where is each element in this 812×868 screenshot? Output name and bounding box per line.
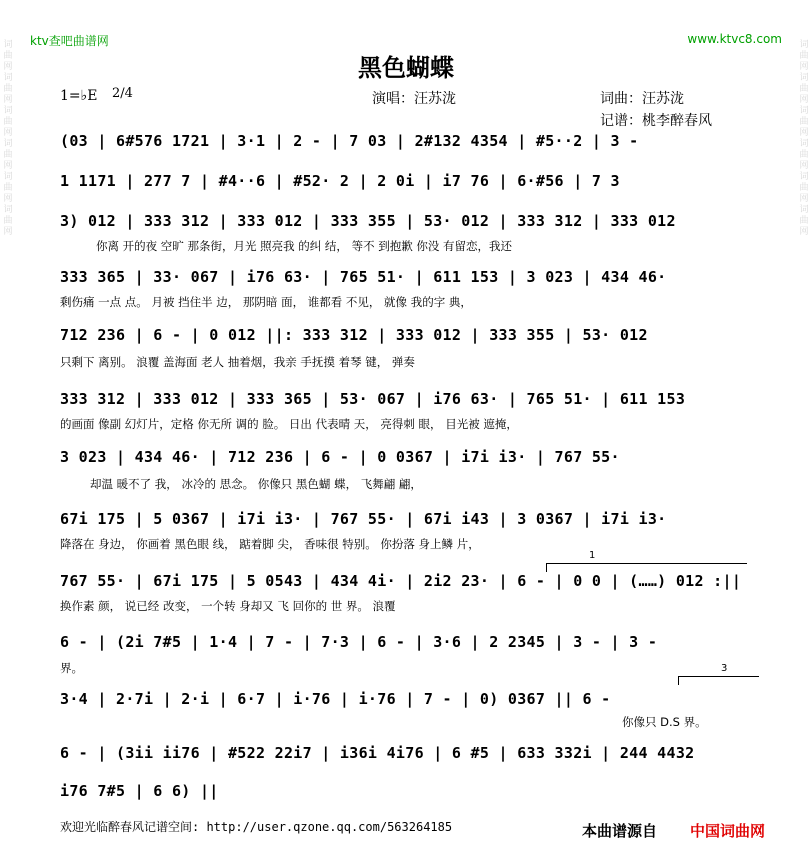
lyrics-line: 你像只 D.S 界。 [622, 715, 707, 729]
lyrics-line: 却温 暖不了 我， 冰冷的 思念。 你像只 黑色蝴 蝶， 飞舞翩 翩， [90, 477, 422, 491]
lyrics-line: 换作素 颜， 说已经 改变， 一个转 身却又 飞 回你的 世 界。 浪覆 [60, 599, 396, 613]
composer-credit: 词曲：汪苏泷 [600, 91, 684, 107]
score-line: 67i 175 | 5 0367 | i7i i3· | 767 55· | 67i i43 | 3 0367 | i7i i3· [60, 510, 667, 528]
score-line: 767 55· | 67i 175 | 5 0543 | 434 4i· | 2i2 23· | 6 - | 0 0 | (……) 012 :|| [60, 572, 742, 590]
singer-credit: 演唱：汪苏泷 [372, 91, 456, 107]
key-signature: 1=♭E [60, 88, 98, 104]
lyrics-line: 你离 开的夜 空旷 那条街，月光 照亮我 的纠 结， 等不 到抱歉 你没 有留恋，我还 [96, 239, 513, 253]
watermark-top-left: ktv查吧曲谱网 [30, 34, 109, 48]
score-line: 333 365 | 33· 067 | i76 63· | 765 51· | 611 153 | 3 023 | 434 46· [60, 268, 667, 286]
lyrics-line: 降落在 身边， 你画着 黑色眼 线， 踮着脚 尖， 香味很 特别。 你扮落 身上鳞 片， [60, 537, 480, 551]
source-prefix: 本曲谱源自 [582, 822, 658, 840]
transcriber-credit: 记谱：桃李醉春风 [600, 113, 712, 129]
score-line: 333 312 | 333 012 | 333 365 | 53· 067 | i76 63· | 765 51· | 611 153 [60, 390, 686, 408]
lyrics-line: 界。 [60, 661, 83, 675]
lyrics-line: 剩伤痛 一点 点。 月被 挡住半 边， 那阴暗 面， 谁都看 不见， 就像 我的字 典， [60, 295, 472, 309]
footer-visit-note: 欢迎光临醉春风记谱空间: http://user.qzone.qq.com/563264185 [60, 820, 453, 834]
score-line: (03 | 6#576 1721 | 3·1 | 2 - | 7 03 | 2#132 4354 | #5··2 | 3 - [60, 132, 639, 150]
time-signature: 2/4 [112, 86, 133, 101]
score-line: 6 - | (2i 7#5 | 1·4 | 7 - | 7·3 | 6 - | 3·6 | 2 2345 | 3 - | 3 - [60, 633, 658, 651]
score-line: i76 7#5 | 6 6) || [60, 782, 219, 800]
score-line: 3·4 | 2·7i | 2·i | 6·7 | i·76 | i·76 | 7 - | 0) 0367 || 6 - [60, 690, 611, 708]
watermark-top-right: www.ktvc8.com [687, 32, 782, 46]
score-line: 6 - | (3ii ii76 | #522 22i7 | i36i 4i76 | 6 #5 | 633 332i | 244 4432 [60, 744, 695, 762]
score-line: 1 1171 | 277 7 | #4··6 | #52· 2 | 2 0i | i7 76 | 6·#56 | 7 3 [60, 172, 620, 190]
side-watermark-left: 词曲网词曲网词曲网词曲网词曲网词曲网 [3, 40, 13, 237]
lyrics-line: 的画面 像副 幻灯片，定格 你无所 调的 脸。 日出 代表晴 天， 亮得刺 眼， 目光被 遮掩， [60, 417, 518, 431]
source-site: 中国词曲网 [690, 822, 766, 840]
score-line: 3) 012 | 333 312 | 333 012 | 333 355 | 53· 012 | 333 312 | 333 012 [60, 212, 676, 230]
volta-bracket-1: 1 [546, 563, 747, 572]
score-line: 712 236 | 6 - | 0 012 ||: 333 312 | 333 012 | 333 355 | 53· 012 [60, 326, 648, 344]
lyrics-line: 只剩下 离别。 浪覆 盖海面 老人 抽着烟，我亲 手抚摸 着琴 键， 弹奏 [60, 355, 415, 369]
song-title: 黑色蝴蝶 [358, 53, 454, 82]
volta-bracket-3: 3 [678, 676, 759, 685]
score-line: 3 023 | 434 46· | 712 236 | 6 - | 0 0367 | i7i i3· | 767 55· [60, 448, 620, 466]
side-watermark-right: 词曲网词曲网词曲网词曲网词曲网词曲网 [799, 40, 809, 237]
